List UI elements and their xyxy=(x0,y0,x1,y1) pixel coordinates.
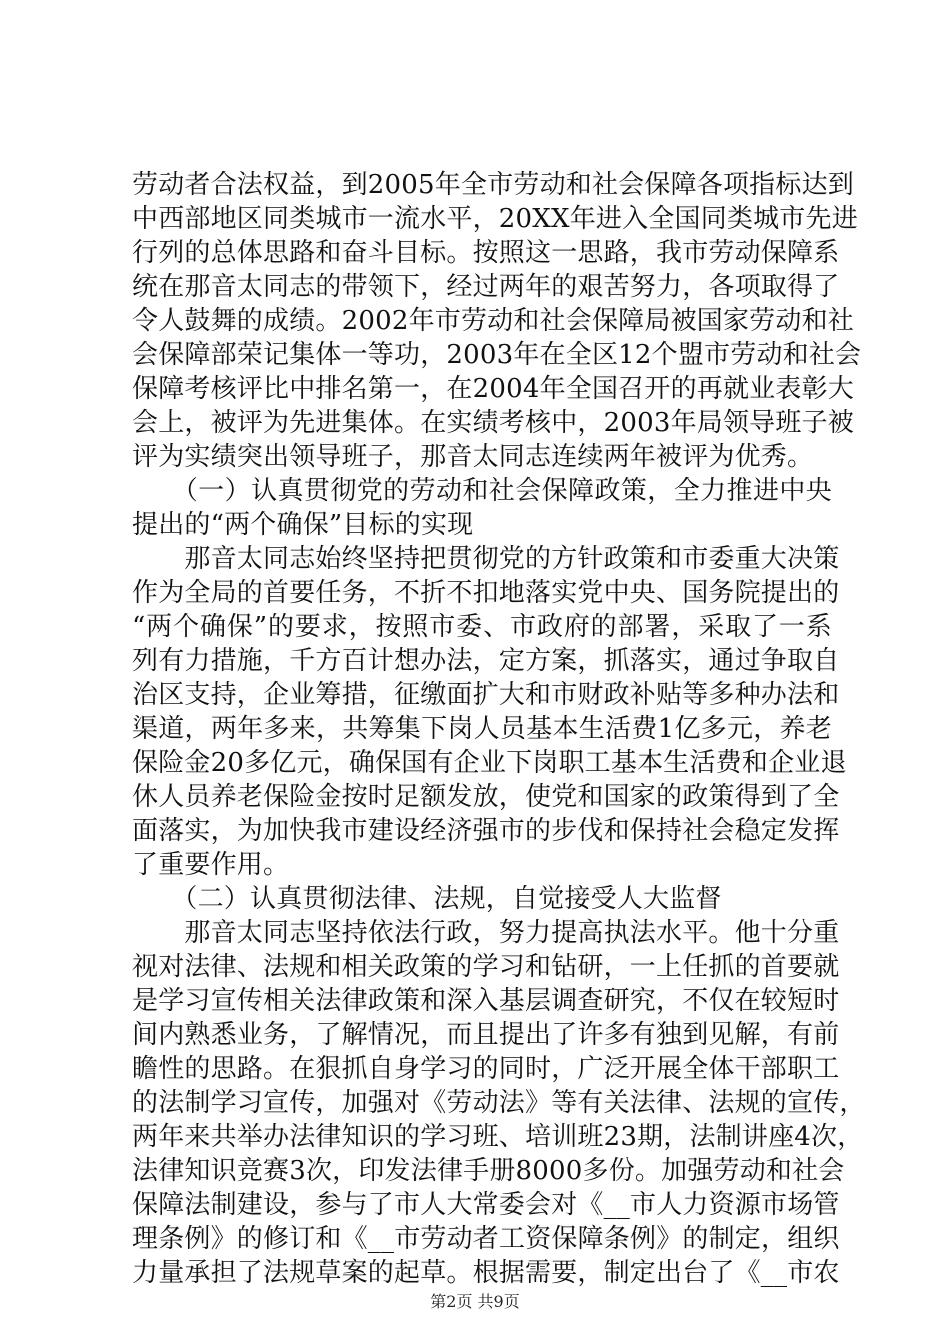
body-line: 治区支持，企业筹措，征缴面扩大和市财政补贴等多种办法和 xyxy=(132,680,840,710)
body-line: 渠道，两年多来，共筹集下岗人员基本生活费1亿多元，养老 xyxy=(132,714,832,744)
body-line: 中西部地区同类城市一流水平，20XX年进入全国同类城市先进 xyxy=(132,204,858,234)
body-line: “两个确保”的要求，按照市委、市政府的部署，采取了一系 xyxy=(132,612,832,642)
body-line: 的法制学习宣传，加强对《劳动法》等有关法律、法规的宣传， xyxy=(132,1088,866,1118)
body-line: 提出的“两个确保”目标的实现 xyxy=(132,510,474,540)
body-line: 作为全局的首要任务，不折不扣地落实党中央、国务院提出的 xyxy=(132,578,840,608)
body-line: 那音太同志始终坚持把贯彻党的方针政策和市委重大决策 xyxy=(132,544,840,574)
body-line: 令人鼓舞的成绩。2002年市劳动和社会保障局被国家劳动和社 xyxy=(132,306,854,336)
body-line: 保险金20多亿元，确保国有企业下岗职工基本生活费和企业退 xyxy=(132,748,847,778)
body-line: 是学习宣传相关法律政策和深入基层调查研究，不仅在较短时 xyxy=(132,986,840,1016)
body-line: 评为实绩突出领导班子，那音太同志连续两年被评为优秀。 xyxy=(132,442,814,472)
body-line: （二）认真贯彻法律、法规，自觉接受人大监督 xyxy=(132,884,722,914)
body-line: 保障法制建设，参与了市人大常委会对《__市人力资源市场管 xyxy=(132,1190,840,1220)
body-line: 列有力措施，千方百计想办法，定方案，抓落实，通过争取自 xyxy=(132,646,840,676)
page-footer: 第2页 共9页 xyxy=(430,1292,520,1311)
body-line: 行列的总体思路和奋斗目标。按照这一思路，我市劳动保障系 xyxy=(132,238,840,268)
body-line: 劳动者合法权益，到2005年全市劳动和社会保障各项指标达到 xyxy=(132,170,854,200)
body-line: 间内熟悉业务，了解情况，而且提出了许多有独到见解，有前 xyxy=(132,1020,840,1050)
body-line: 会保障部荣记集体一等功，2003年在全区12个盟市劳动和社会 xyxy=(132,340,862,370)
body-line: 视对法律、法规和相关政策的学习和钻研，一上任抓的首要就 xyxy=(132,952,840,982)
body-line: （一）认真贯彻党的劳动和社会保障政策，全力推进中央 xyxy=(132,476,832,506)
body-line: 力量承担了法规草案的起草。根据需要，制定出台了《__市农 xyxy=(132,1258,840,1288)
document-body xyxy=(132,168,866,1290)
body-line: 面落实，为加快我市建设经济强市的步伐和保持社会稳定发挥 xyxy=(132,816,840,846)
body-line: 了重要作用。 xyxy=(132,850,290,880)
body-line: 统在那音太同志的带领下，经过两年的艰苦努力，各项取得了 xyxy=(132,272,840,302)
body-line: 保障考核评比中排名第一，在2004年全国召开的再就业表彰大 xyxy=(132,374,854,404)
body-line: 法律知识竞赛3次，印发法律手册8000多份。加强劳动和社会 xyxy=(132,1156,845,1186)
body-line: 瞻性的思路。在狠抓自身学习的同时，广泛开展全体干部职工 xyxy=(132,1054,840,1084)
body-line: 休人员养老保险金按时足额发放，使党和国家的政策得到了全 xyxy=(132,782,840,812)
body-line: 会上，被评为先进集体。在实绩考核中，2003年局领导班子被 xyxy=(132,408,854,438)
body-line: 理条例》的修订和《__市劳动者工资保障条例》的制定，组织 xyxy=(132,1224,840,1254)
body-line: 两年来共举办法律知识的学习班、培训班23期，法制讲座4次， xyxy=(132,1122,864,1152)
body-line: 那音太同志坚持依法行政，努力提高执法水平。他十分重 xyxy=(132,918,840,948)
